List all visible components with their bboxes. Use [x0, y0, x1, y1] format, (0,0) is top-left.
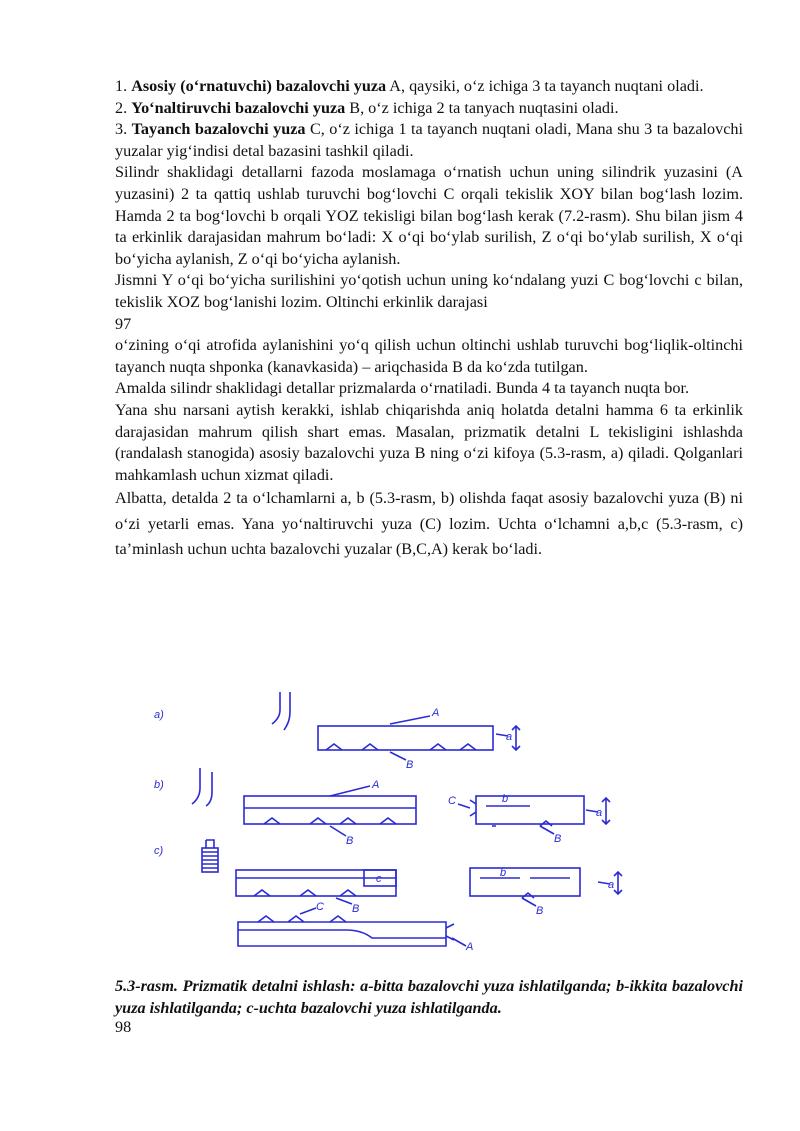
row-label-a: a) [154, 709, 164, 721]
term-asosiy: Asosiy (o‘rnatuvchi) bazalovchi yuza [131, 77, 387, 95]
leader-b-C [458, 804, 470, 808]
list-item-3: 3. Tayanch bazalovchi yuza C, o‘z ichiga 1 ta tayanch nuqtani oladi, Mana shu 3 ta bazalovchi yuzalar yig‘indisi detal bazasini tashkil qiladi. [115, 120, 744, 160]
leader-a-B [390, 752, 406, 760]
figure-row-b [192, 768, 610, 836]
leader-c-A [452, 938, 466, 946]
list-item-2: 2. Yo‘naltiruvchi bazalovchi yuza B, o‘z ichiga 2 ta tanyach nuqtasini oladi. [115, 98, 619, 117]
row-label-b: b) [154, 779, 164, 791]
dim-arrow-c [614, 872, 622, 894]
inline-page-number: 97 [115, 314, 132, 333]
workpiece-c-end [470, 868, 580, 896]
leader-c-C [300, 908, 316, 914]
support-marks-b [264, 818, 396, 824]
label-b-B: B [346, 835, 354, 847]
workpiece-c-bottom [238, 922, 446, 946]
paragraph-amalda: Amalda silindr shaklidagi detallar prizmalarda o‘rnatiladi. Bunda 4 ta tayanch nuqta bor. [115, 379, 690, 398]
label-c-C: C [316, 901, 324, 913]
list-item-1: 1. Asosiy (o‘rnatuvchi) bazalovchi yuza A, qaysiki, o‘z ichiga 3 ta tayanch nuqtani oladi. [115, 77, 704, 95]
support-marks-a [326, 744, 476, 750]
label-c-A: A [466, 941, 474, 953]
label-b-b: b [502, 793, 509, 805]
paragraph-jismni: Jismni Y o‘qi bo‘yicha surilishini yo‘qotish uchun uning ko‘ndalang yuzi C bog‘lovchi c bilan, tekislik XOZ bog‘lanishi lozim. Oltinchi erkinlik darajasi [115, 271, 743, 311]
label-a-B: B [406, 759, 414, 771]
label-c-a: a [608, 879, 615, 891]
label-b-C: C [448, 795, 456, 807]
figure-row-c [202, 840, 622, 946]
dim-arrow-b [602, 798, 610, 824]
leader-b-A [330, 786, 370, 796]
label-b-A: A [372, 779, 380, 791]
dim-arrow-a [512, 726, 520, 750]
leader-c-B [336, 898, 352, 904]
leader-b-B [330, 826, 346, 836]
cutter-tool-b [192, 768, 212, 806]
paragraph-silindr: Silindr shaklidagi detallarni fazoda moslamaga o‘rnatish uchun uning silindrik yuzasini (A yuzasini) 2 ta qattiq ushlab turuvchi bog‘lovchi C orqali tekislik XOY bilan bog‘lash lozim. Hamda 2 ta bog‘lovchi b orqali YOZ tekisligi bilan bog‘lash kerak (7.2-rasm). Shu bilan jism 4 ta erkinlik darajasidan mahrum bo‘ladi: X o‘qi bo‘ylab surilish, Z o‘qi bo‘ylab surilish, X o‘qi bo‘yicha aylanish, Z o‘qi bo‘yicha aylanish. [115, 163, 743, 268]
label-c-B: B [352, 903, 360, 915]
paragraph-albatta: Albatta, detalda 2 ta o‘lchamlarni a, b (5.3-rasm, b) olishda faqat asosiy bazalovchi yuza (B) ni o‘zi yetarli emas. Yana yo‘naltiruvchi yuza (C) lozim. Uchta o‘lchamni a,b,c (5.3-rasm, c) ta’minlash uchun uchta bazalovchi yuzalar (B,C,A) kerak bo‘ladi. [115, 489, 743, 559]
page-number: 98 [115, 1018, 132, 1036]
figure-5-3 [140, 688, 640, 958]
figure-row-a [272, 692, 520, 760]
label-a-A: A [432, 707, 440, 719]
workpiece-b-end [476, 796, 584, 824]
document-body [115, 76, 743, 563]
workpiece-a [318, 726, 493, 750]
label-b-a: a [596, 807, 603, 819]
row-label-c: c) [154, 845, 164, 857]
label-b-B2: B [554, 833, 562, 845]
term-yonaltiruvchi: Yo‘naltiruvchi bazalovchi yuza [131, 98, 346, 117]
figure-caption: 5.3-rasm. Prizmatik detalni ishlash: a-bitta bazalovchi yuza ishlatilganda; b-ikkita bazalovchi yuza ishlatilganda; c-uchta bazalovchi yuza ishlatilganda. [115, 977, 743, 1017]
leader-a-A [390, 716, 430, 724]
cutter-tool-a [272, 692, 290, 730]
term-tayanch: Tayanch bazalovchi yuza [131, 120, 306, 139]
support-marks-c [254, 890, 356, 896]
label-c-B2: B [536, 905, 544, 917]
label-c-c: c [376, 873, 382, 885]
label-a-a: a [506, 731, 513, 743]
paragraph-yana: Yana shu narsani aytish kerakki, ishlab chiqarishda aniq holatda detalni hamma 6 ta erkinlik darajasidan mahrum qilish shart emas. Masalan, prizmatik detalni L tekisligini ishlashda (randalash stanogida) asosiy bazalovchi yuza B ning o‘zi kifoya (5.3-rasm, a) qiladi. Qolganlari mahkamlash uchun xizmat qiladi. [115, 400, 743, 484]
paragraph-oltinchi: o‘zining o‘qi atrofida aylanishini yo‘q qilish uchun oltinchi ushlab turuvchi bog‘liqlik-oltinchi tayanch nuqta shponka (kanavkasida) – ariqchasida B da ko‘zda tutilgan. [115, 336, 743, 376]
label-c-b: b [500, 867, 507, 879]
